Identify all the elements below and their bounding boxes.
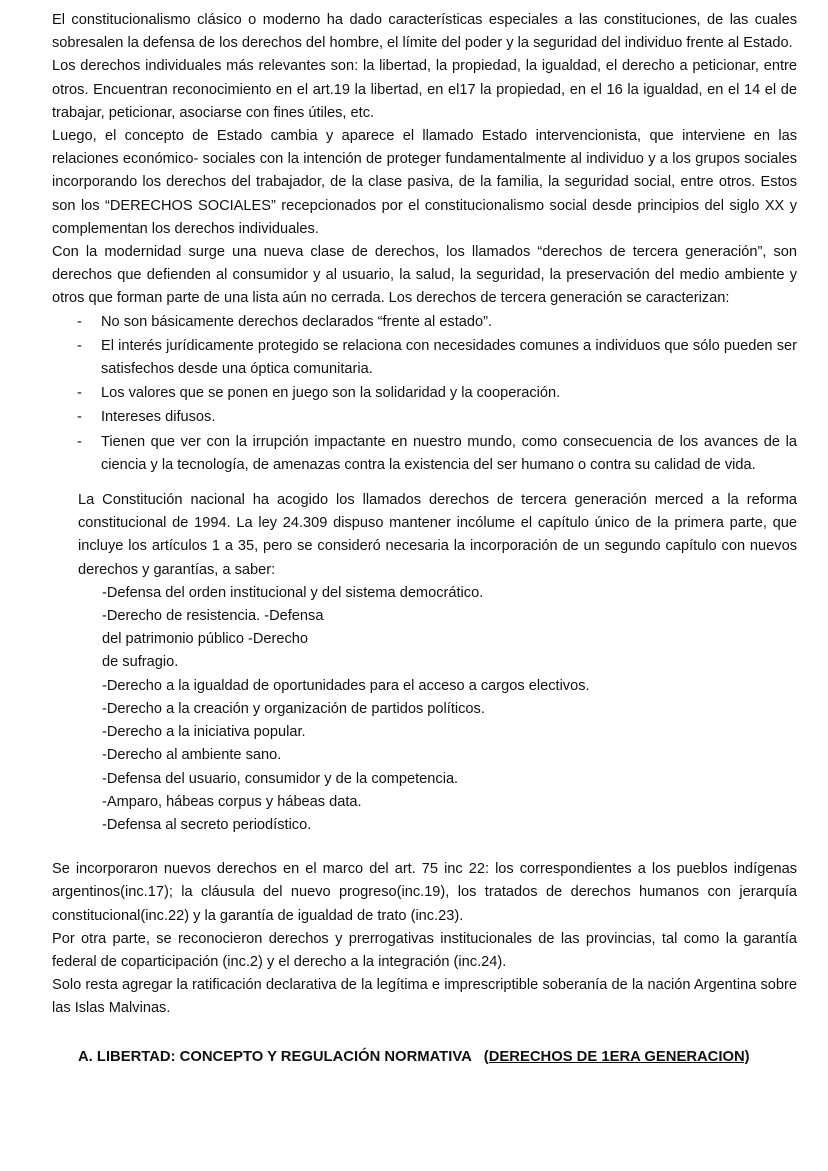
paragraph-tercera-generacion: Con la modernidad surge una nueva clase de derechos, los llamados “derechos de tercera generación”, son derechos que defienden al consumidor y al usuario, la salud, la seguridad, la preservación del medio ambiente y otros que forman parte de una lista aún no cerrada. Los derechos de tercera generación se caracterizan: (52, 244, 797, 307)
list-item (52, 335, 797, 381)
section-heading (78, 1046, 797, 1069)
list-item (52, 382, 797, 405)
list-item-text: Los valores que se ponen en juego son la solidaridad y la cooperación. (101, 385, 561, 402)
list-item: -Derecho al ambiente sano. (102, 747, 282, 764)
list-item (52, 431, 797, 477)
paragraph-malvinas: Solo resta agregar la ratificación declarativa de la legítima e imprescriptible soberanía de la nación Argentina sobre las Islas Malvinas. (52, 977, 797, 1017)
list-item: -Defensa del usuario, consumidor y de la competencia. (102, 770, 459, 787)
paragraph-provincias: Por otra parte, se reconocieron derechos y prerrogativas institucionales de las provincias, tal como la garantía federal de coparticipación (inc.2) y el derecho a la integración (inc.24). (52, 930, 797, 970)
paragraph-constitucion-nacional: La Constitución nacional ha acogido los llamados derechos de tercera generación merced a la reforma constitucional de 1994. La ley 24.309 dispuso mantener incólume el capítulo único de la primera parte, que incluye los artículos 1 a 35, pero se consideró necesaria la incorporación de un segundo capítulo con nuevos derechos y garantías, a saber: (78, 492, 797, 578)
paragraph-derechos-individuales: Los derechos individuales más relevantes son: la libertad, la propiedad, la igualdad, el derecho a peticionar, entre otros. Encuentran reconocimiento en el art.19 la libertad, en el17 la propiedad, en el 16 la igualdad, en el 14 el de trabajar, peticionar, asociarse con fines útiles, etc. (52, 58, 797, 121)
list-item: -Defensa al secreto periodístico. (102, 816, 312, 833)
list-item: -Amparo, hábeas corpus y hábeas data. (102, 793, 362, 810)
dash-marker: - (77, 385, 82, 402)
closing-section (52, 858, 797, 1020)
list-item: -Derecho a la igualdad de oportunidades para el acceso a cargos electivos. (102, 677, 590, 694)
list-item: de sufragio. (102, 654, 179, 671)
constitution-section (78, 489, 797, 837)
dash-marker: - (77, 433, 82, 450)
list-item-text: Tienen que ver con la irrupción impactante en nuestro mundo, como consecuencia de los avances de la ciencia y la tecnología, de amenazas contra la existencia del ser humano o contra su calidad de vida. (101, 433, 797, 473)
paragraph-constitucionalismo: El constitucionalismo clásico o moderno ha dado características especiales a las constituciones, de las cuales sobresalen la defensa de los derechos del hombre, el límite del poder y la seguridad del individuo frente al Estado. (52, 12, 797, 52)
list-item (52, 311, 797, 334)
list-item: -Derecho a la iniciativa popular. (102, 724, 306, 741)
document-page (52, 9, 797, 1069)
characteristics-list (52, 311, 797, 477)
dash-marker: - (77, 409, 82, 426)
rights-list (102, 582, 797, 837)
list-item: -Derecho a la creación y organización de partidos políticos. (102, 700, 485, 717)
list-item-text: Intereses difusos. (101, 409, 216, 426)
dash-marker: - (77, 337, 82, 354)
list-item: -Derecho de resistencia. -Defensa (102, 608, 324, 625)
heading-underlined: (DERECHOS DE 1ERA GENERACION) (483, 1048, 750, 1065)
list-item-text: No son básicamente derechos declarados “frente al estado”. (101, 313, 493, 330)
list-item-text: El interés jurídicamente protegido se relaciona con necesidades comunes a individuos que sólo pueden ser satisfechos desde una óptica comunitaria. (101, 337, 797, 378)
list-item (52, 406, 797, 429)
paragraph-art-75: Se incorporaron nuevos derechos en el marco del art. 75 inc 22: los correspondientes a los pueblos indígenas argentinos(inc.17); la cláusula del nuevo progreso(inc.19), los tratados de derechos humanos con jerarquía constitucional(inc.22) y la garantía de igualdad de trato (inc.23). (52, 861, 797, 924)
list-item: del patrimonio público -Derecho (102, 631, 309, 648)
dash-marker: - (77, 313, 82, 330)
heading-main: A. LIBERTAD: CONCEPTO Y REGULACIÓN NORMATIVA (78, 1048, 472, 1065)
paragraph-estado-intervencionista: Luego, el concepto de Estado cambia y aparece el llamado Estado intervencionista, que interviene en las relaciones económico- sociales con la intención de proteger fundamentalmente al individuo y a los grupos sociales incorporando los derechos del trabajador, de la clase pasiva, de la familia, la seguridad social, entre otros. Estos son los “DERECHOS SOCIALES” recepcionados por el constitucionalismo social desde principios del siglo XX y complementan los derechos individuales. (52, 128, 797, 237)
list-item: -Defensa del orden institucional y del sistema democrático. (102, 584, 484, 601)
